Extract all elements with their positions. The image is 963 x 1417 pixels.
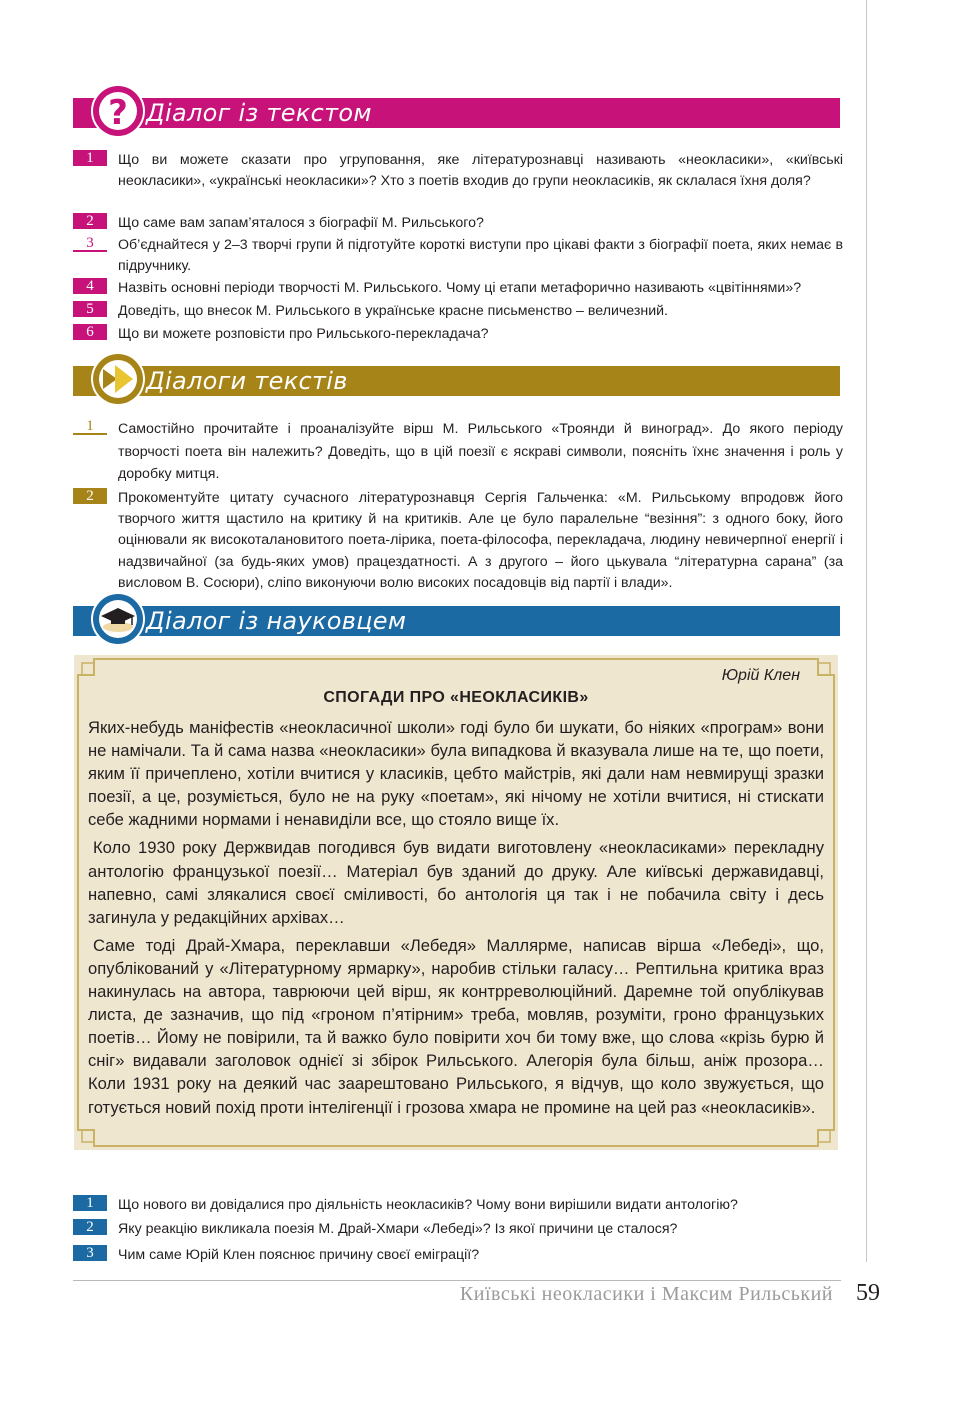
question-number: 4 (73, 278, 107, 294)
section-title: Діалог із текстом (146, 99, 372, 127)
question-number: 1 (73, 1195, 107, 1211)
question-number: 6 (73, 324, 107, 340)
question-number: 1 (73, 150, 107, 166)
excerpt-body (88, 716, 824, 1124)
excerpt-paragraph: Коло 1930 року Держвидав погодився був видати виготовлену «неокласиками» перекладну антологію французької поезії… Матеріал був зданий до друку. Але київські державидавці, напевно, самі злякалися своєї сміливості, бо антологія ця так і не побачила світу і десь загинула у редакційних архівах… (88, 838, 824, 927)
double-arrow-icon (91, 352, 145, 406)
question-text: Самостійно прочитайте і проаналізуйте вірш М. Рильського «Троянди й виноград». До якого періоду творчості поета він належить? Доведіть, що в цій поезії є яскраві символи, поясніть їхнє значення і роль у доробку митця. (118, 421, 843, 482)
excerpt-paragraph: Саме тоді Драй-Хмара, переклавши «Лебедя» Маллярме, написав вірша «Лебеді», що, опублікований у «Літературному ярмарку», наробив стільки галасу… Рептильна критика враз накинулась на автора, таврюючи цей вірш, як контрреволюційний. Даремне той опублікував листа, де зазначив, що під «гроном п’ятірним» треба, мовляв, розуміти, гроно французьких поетів… Йому не повірили, та й важко було повірити хоч би тому вже, що слова «крізь бурю й сніг» видавали заголовок однієї зі збірок Рильського. Алегорія була більш, аніж прозора… Коли 1931 року на деякий час заарештовано Рильського, я відчув, що коло звужується, що готується новий похід проти інтелігенції і грозова хмара не промине на цей раз «неокласиків». (88, 935, 824, 1117)
question-item (73, 1245, 843, 1266)
question-item (73, 213, 843, 234)
question-text: Що саме вам запам’яталося з біографії М. Рильського? (118, 215, 484, 231)
question-number: 3 (73, 1245, 107, 1261)
question-number: 2 (73, 213, 107, 229)
section-title: Діалог із науковцем (146, 607, 407, 635)
question-text: Прокоментуйте цитату сучасного літературознавця Сергія Гальченка: «М. Рильському впродовж його творчого життя щастило на критику й на критиків. Але це було паралельне “везіння”: з одного боку, його оцінювали як високоталановитого поета-лірика, поета-філософа, перекладача, людину невичерпної енергії і надзвичайної (за будь-яких умов) працездатності. А з другого – його цькувала “літературна сарана” (за висловом В. Сосюри), сліпо виконуючи волю високих посадовців від партії і влади». (118, 490, 843, 591)
svg-text:?: ? (108, 93, 128, 133)
question-text: Яку реакцію викликала поезія М. Драй-Хмари «Лебеді»? Із якої причини це сталося? (118, 1221, 678, 1237)
footer-rule (73, 1280, 841, 1281)
question-item (73, 1219, 843, 1240)
question-text: Назвіть основні періоди творчості М. Рильського. Чому ці етапи метафорично називають «цвітіннями»? (118, 280, 802, 296)
question-text: Що ви можете сказати про угруповання, яке літературознавці називають «неокласики», «київські неокласики», «українські неокласики»? Хто з поетів входив до групи неокласиків, як склалася їхня доля? (118, 152, 843, 189)
question-number: 5 (73, 301, 107, 317)
question-number: 3 (73, 235, 107, 252)
question-item (73, 150, 843, 192)
question-item (73, 1195, 843, 1216)
excerpt-author: Юрій Клен (721, 667, 800, 684)
question-item (73, 488, 843, 594)
section-banner-dialog-scholar (73, 606, 840, 636)
question-item (73, 235, 843, 277)
question-number: 1 (73, 418, 107, 435)
question-item (73, 418, 843, 486)
excerpt-frame (74, 655, 838, 1150)
question-text: Доведіть, що внесок М. Рильського в українське красне письменство – величезний. (118, 303, 668, 319)
excerpt-heading: СПОГАДИ ПРО «НЕОКЛАСИКІВ» (323, 689, 589, 706)
question-number: 2 (73, 488, 107, 504)
question-mark-icon (91, 84, 145, 138)
question-item (73, 278, 843, 299)
section-banner-dialog-texts (73, 366, 840, 396)
graduation-cap-icon (91, 592, 145, 646)
question-text: Що ви можете розповісти про Рильського-перекладача? (118, 326, 489, 342)
running-title: Київські неокласики і Максим Рильський (459, 1283, 833, 1305)
question-item (73, 324, 843, 345)
page-margin-line (866, 0, 867, 1262)
question-text: Що нового ви довідалися про діяльність неокласиків? Чому вони вирішили видати антологію? (118, 1197, 738, 1213)
page-number: 59 (856, 1280, 880, 1306)
question-text: Об’єднайтеся у 2–3 творчі групи й підготуйте короткі виступи про цікаві факти з біографії поета, яких немає в підручнику. (118, 237, 843, 274)
question-number: 2 (73, 1219, 107, 1235)
section-banner-dialog-text (73, 93, 840, 133)
question-item (73, 301, 843, 322)
question-text: Чим саме Юрій Клен пояснює причину своєї еміграції? (118, 1247, 480, 1263)
excerpt-paragraph: Яких-небудь маніфестів «неокласичної школи» годі було би шукати, бо ніяких «програм» вони не намічали. Та й сама назва «неокласики» була випадкова й вказувала лише на те, що поети, яким її причеплено, хотіли вчитися у класиків, цебто майстрів, які дали нам невмирущі зразки поезії, а це, розуміється, було не на руку «поетам», які нічому не хотіли вчитися, ні стискати себе жадними нормами і ненавиділи все, що стояло вище їх. (88, 718, 824, 830)
section-title: Діалоги текстів (146, 367, 348, 395)
